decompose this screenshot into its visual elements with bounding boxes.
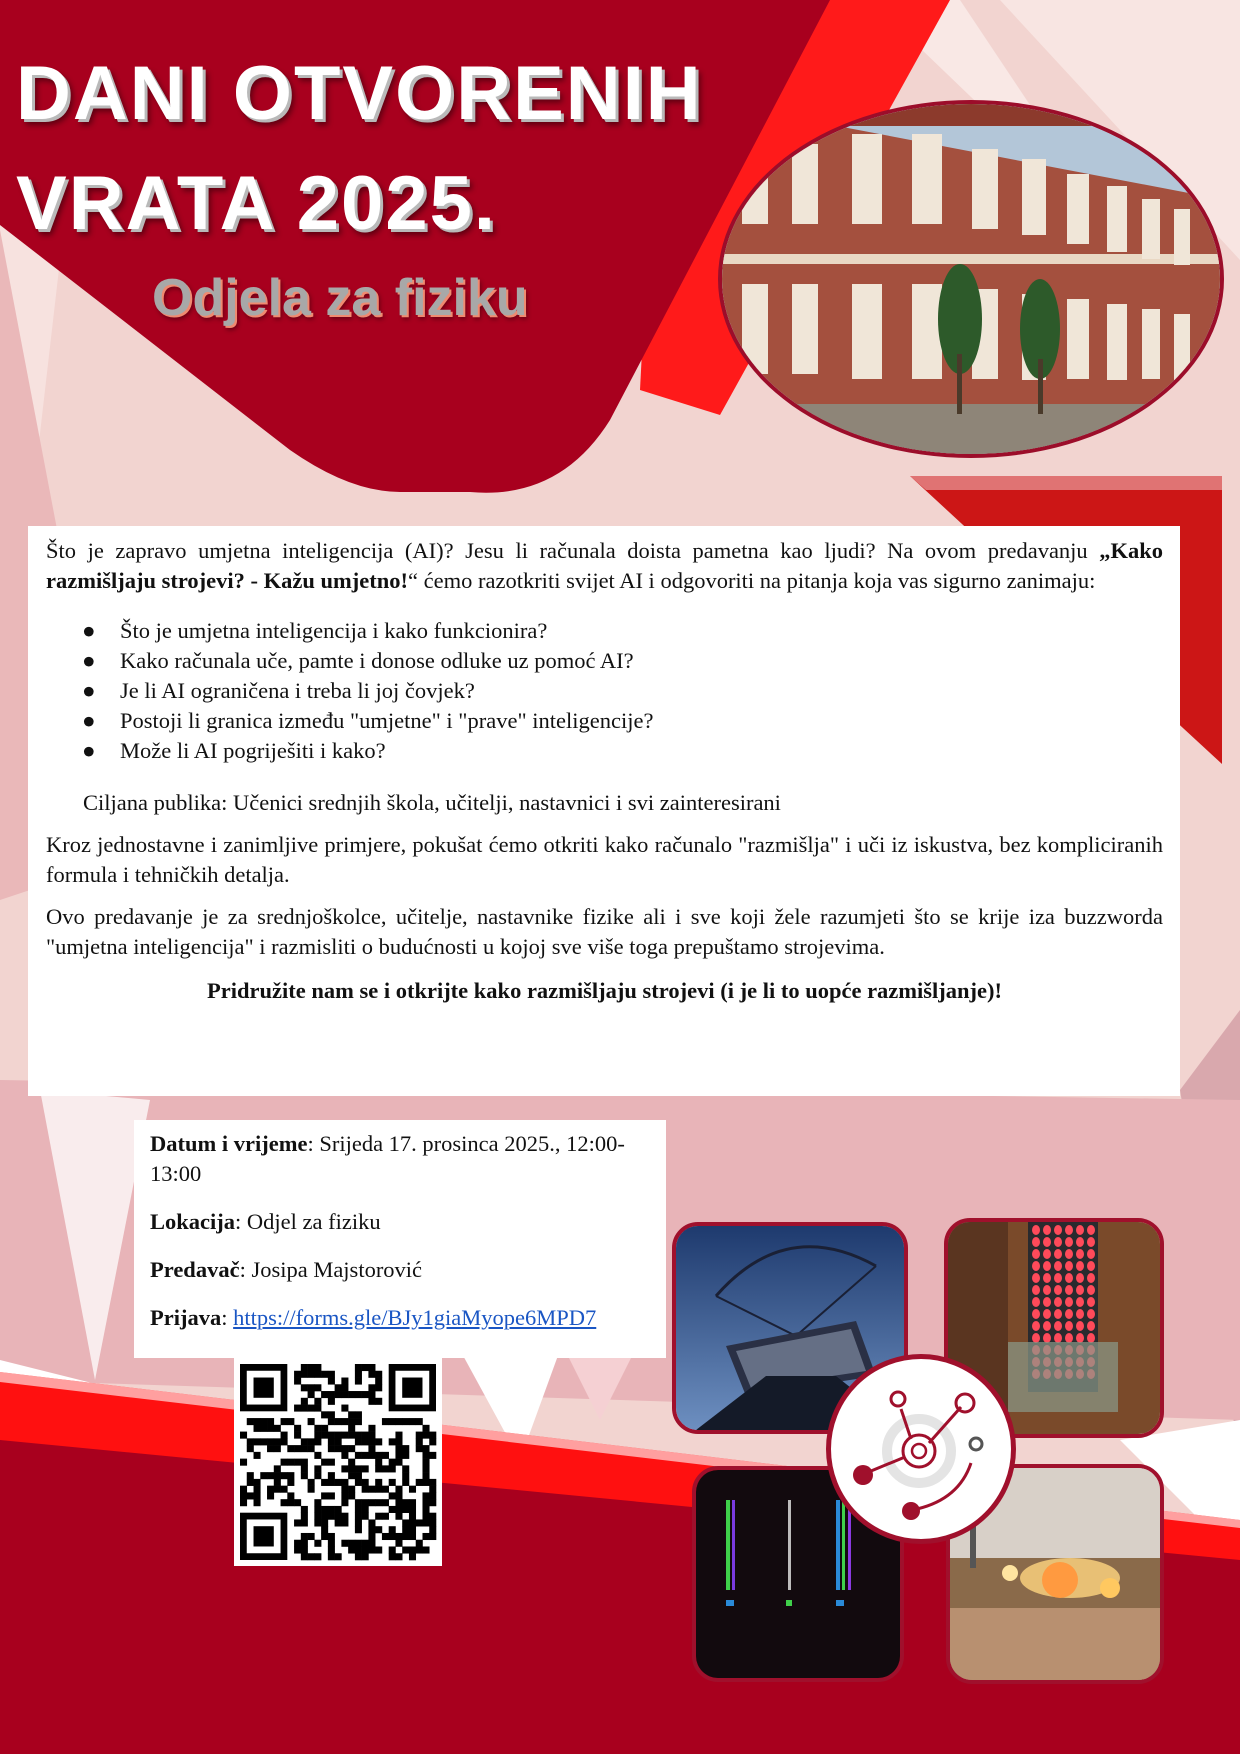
target-audience: Ciljana publika: Učenici srednjih škola, učitelji, nastavnici i svi zainteresirani: [83, 790, 781, 815]
signup-label: Prijava: [150, 1305, 222, 1330]
intro-paragraph: [46, 536, 1163, 596]
bullet-icon: ●: [82, 738, 96, 763]
list-item: ● Može li AI pogriješiti i kako?: [82, 736, 1163, 766]
date-time-row: [150, 1129, 650, 1189]
location-row: [150, 1207, 650, 1237]
signup-row: Prijava: https://forms.gle/BJy1giaMyope6MPD7: [150, 1305, 597, 1330]
speaker-value: : Josipa Majstorović: [239, 1257, 423, 1282]
closing-invitation: Pridružite nam se i otkrijte kako razmišljaju strojevi (i je li to uopće razmišljanje)!: [206, 978, 1003, 1003]
description-paragraph-1: Kroz jednostavne i zanimljive primjere, pokušat ćemo otkriti kako računalo "razmišlja" i uči iz iskustva, bez kompliciranih formula i tehničkih detalja.: [46, 832, 1163, 887]
list-item: ● Postoji li granica između "umjetne" i "prave" inteligencije?: [82, 706, 1163, 736]
bullet-icon: ●: [82, 618, 96, 643]
intro-text-end: “ ćemo razotkriti svijet AI i odgovoriti na pitanja koja vas sigurno zanimaju:: [408, 568, 1096, 593]
event-subtitle: Odjela za fiziku: [152, 269, 528, 327]
physics-department-logo: [826, 1354, 1016, 1544]
qr-code[interactable]: [234, 1358, 442, 1566]
intro-text-start: Što je zapravo umjetna inteligencija (AI)? Jesu li računala doista pametna kao ljudi? Na ovom predavanju: [46, 538, 1100, 563]
list-item: ● Što je umjetna inteligencija i kako funkcionira?: [82, 616, 1163, 646]
speaker-label: Predavač: [150, 1257, 240, 1282]
question-list: [46, 616, 1163, 766]
location-value: : Odjel za fiziku: [235, 1209, 381, 1234]
description-box: [28, 526, 1180, 1096]
event-title-line-1: DANI OTVORENIH: [16, 51, 703, 136]
event-info-box: [134, 1120, 666, 1358]
list-item: ● Je li AI ograničena i treba li joj čovjek?: [82, 676, 1163, 706]
date-label: Datum i vrijeme: [150, 1131, 308, 1156]
list-item: ● Kako računala uče, pamte i donose odluke uz pomoć AI?: [82, 646, 1163, 676]
building-photo: [718, 100, 1224, 458]
signup-link[interactable]: https://forms.gle/BJy1giaMyope6MPD7: [233, 1305, 597, 1330]
event-title-line-2: VRATA 2025.: [16, 161, 497, 246]
bullet-icon: ●: [82, 678, 96, 703]
lecture-title: „Kako razmišljaju strojevi? - Kažu umjetno!: [46, 538, 1163, 593]
bullet-icon: ●: [82, 708, 96, 733]
bullet-icon: ●: [82, 648, 96, 673]
speaker-row: [150, 1255, 650, 1285]
date-value: : Srijeda 17. prosinca 2025., 12:00-13:00: [150, 1131, 625, 1186]
location-label: Lokacija: [150, 1209, 236, 1234]
description-paragraph-2: Ovo predavanje je za srednjoškolce, učitelje, nastavnike fizike ali i sve koji žele razumjeti što se krije iza buzzworda "umjetna inteligencija" i razmisliti o budućnosti u kojoj sve više toga prepuštamo strojevima.: [46, 904, 1163, 959]
